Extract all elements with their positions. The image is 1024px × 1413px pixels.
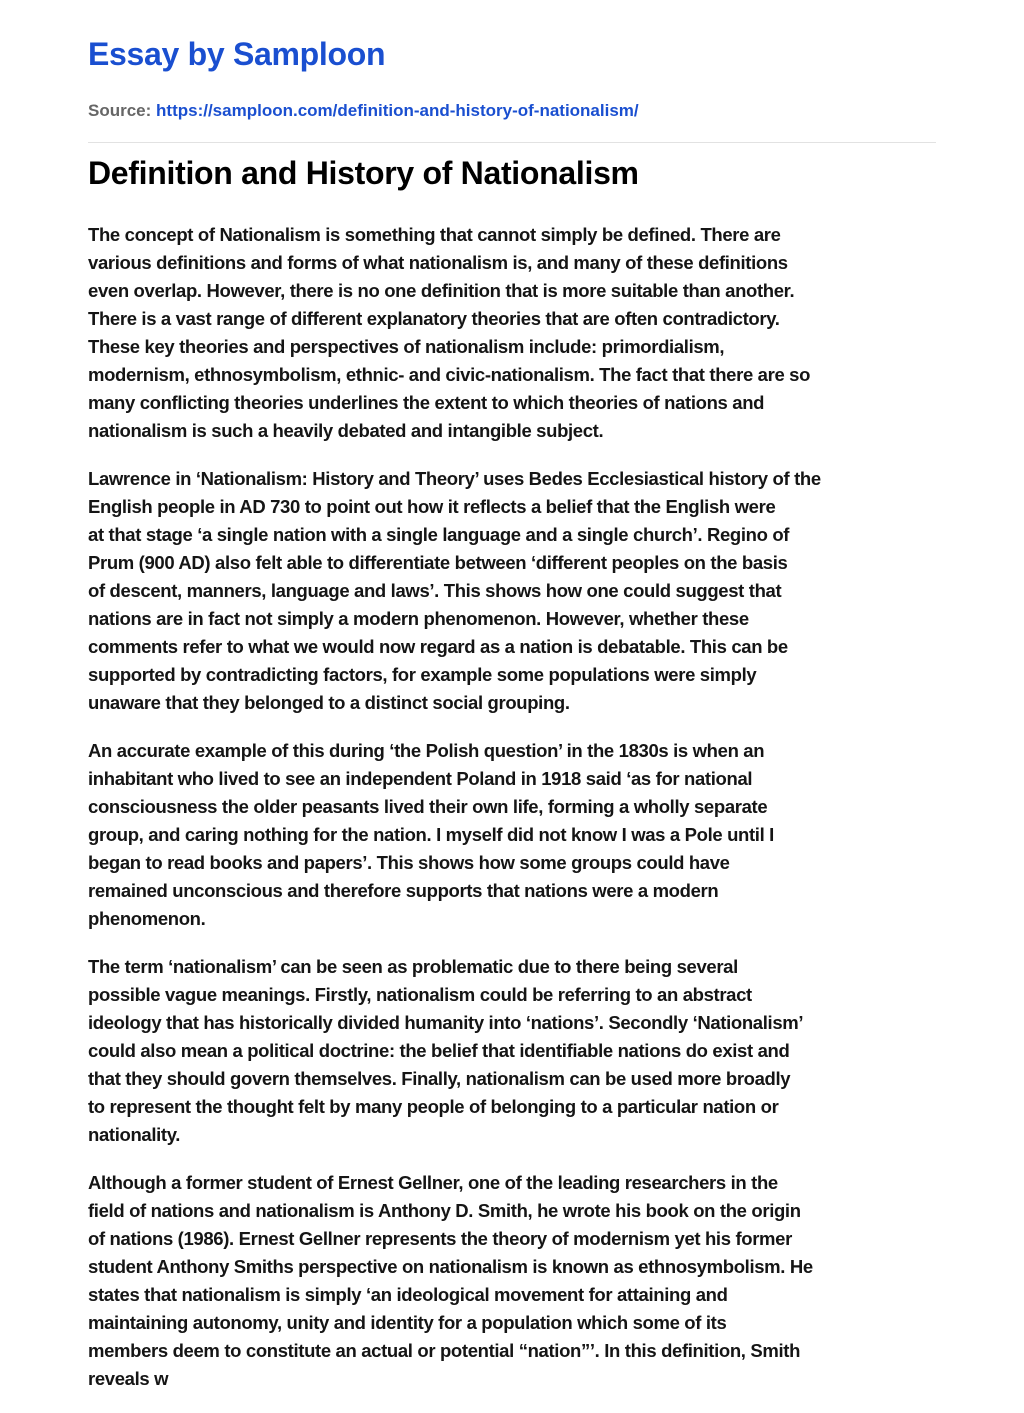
paragraph-line: members deem to constitute an actual or potential “nation”’. In this definition, Smith (88, 1340, 801, 1361)
paragraph-line: These key theories and perspectives of nationalism include: primordialism, (88, 336, 725, 357)
essay-paragraph (88, 737, 936, 933)
paragraph-line: at that stage ‘a single nation with a single language and a single church’. Regino of (88, 524, 790, 545)
paragraph-line: The term ‘nationalism’ can be seen as problematic due to there being several (88, 956, 738, 977)
paragraph-line: various definitions and forms of what nationalism is, and many of these definitions (88, 252, 788, 273)
paragraph-line: began to read books and papers’. This shows how some groups could have (88, 852, 730, 873)
page-title: Definition and History of Nationalism (88, 155, 639, 191)
brand-title[interactable]: Essay by Samploon (88, 36, 386, 72)
source-line (88, 101, 639, 121)
paragraph-line: even overlap. However, there is no one definition that is more suitable than another. (88, 280, 795, 301)
paragraph-line: student Anthony Smiths perspective on nationalism is known as ethnosymbolism. He (88, 1256, 813, 1277)
paragraph-line: phenomenon. (88, 908, 206, 929)
paragraph-line: comments refer to what we would now regard as a nation is debatable. This can be (88, 636, 788, 657)
paragraph-line: unaware that they belonged to a distinct social grouping. (88, 692, 570, 713)
paragraph-line: many conflicting theories underlines the extent to which theories of nations and (88, 392, 765, 413)
essay-body (88, 221, 936, 1413)
paragraph-line: Although a former student of Ernest Gellner, one of the leading researchers in the (88, 1172, 778, 1193)
paragraph-line: nationality. (88, 1124, 181, 1145)
paragraph-line: modernism, ethnosymbolism, ethnic- and civic-nationalism. The fact that there are so (88, 364, 811, 385)
paragraph-line: supported by contradicting factors, for example some populations were simply (88, 664, 757, 685)
paragraph-line: states that nationalism is simply ‘an ideological movement for attaining and (88, 1284, 728, 1305)
essay-paragraph (88, 221, 936, 445)
essay-paragraph (88, 953, 936, 1149)
essay-paragraph (88, 465, 936, 717)
paragraph-line: of nations (1986). Ernest Gellner represents the theory of modernism yet his former (88, 1228, 792, 1249)
paragraph-line: that they should govern themselves. Finally, nationalism can be used more broadly (88, 1068, 791, 1089)
paragraph-line: Lawrence in ‘Nationalism: History and Theory’ uses Bedes Ecclesiastical history of the (88, 468, 821, 489)
divider (88, 142, 936, 143)
essay-paragraph (88, 1169, 936, 1393)
paragraph-line: group, and caring nothing for the nation. I myself did not know I was a Pole until I (88, 824, 774, 845)
paragraph-line: inhabitant who lived to see an independent Poland in 1918 said ‘as for national (88, 768, 753, 789)
source-link[interactable]: https://samploon.com/definition-and-history-of-nationalism/ (156, 101, 639, 120)
paragraph-line: reveals w (88, 1368, 169, 1389)
paragraph-line: remained unconscious and therefore supports that nations were a modern (88, 880, 719, 901)
paragraph-line: English people in AD 730 to point out how it reflects a belief that the English were (88, 496, 776, 517)
paragraph-line: possible vague meanings. Firstly, nationalism could be referring to an abstract (88, 984, 752, 1005)
paragraph-line: nationalism is such a heavily debated and intangible subject. (88, 420, 604, 441)
paragraph-line: field of nations and nationalism is Anthony D. Smith, he wrote his book on the origin (88, 1200, 801, 1221)
paragraph-line: of descent, manners, language and laws’. This shows how one could suggest that (88, 580, 782, 601)
paragraph-line: maintaining autonomy, unity and identity for a population which some of its (88, 1312, 727, 1333)
paragraph-line: An accurate example of this during ‘the Polish question’ in the 1830s is when an (88, 740, 765, 761)
paragraph-line: consciousness the older peasants lived their own life, forming a wholly separate (88, 796, 768, 817)
source-label: Source: (88, 101, 152, 120)
paragraph-line: Prum (900 AD) also felt able to differentiate between ‘different peoples on the basis (88, 552, 788, 573)
paragraph-line: The concept of Nationalism is something that cannot simply be defined. There are (88, 224, 781, 245)
paragraph-line: There is a vast range of different explanatory theories that are often contradictory. (88, 308, 780, 329)
paragraph-line: ideology that has historically divided humanity into ‘nations’. Secondly ‘Nationalism’ (88, 1012, 804, 1033)
paragraph-line: to represent the thought felt by many people of belonging to a particular nation or (88, 1096, 779, 1117)
paragraph-line: nations are in fact not simply a modern phenomenon. However, whether these (88, 608, 749, 629)
paragraph-line: could also mean a political doctrine: the belief that identifiable nations do exist and (88, 1040, 790, 1061)
